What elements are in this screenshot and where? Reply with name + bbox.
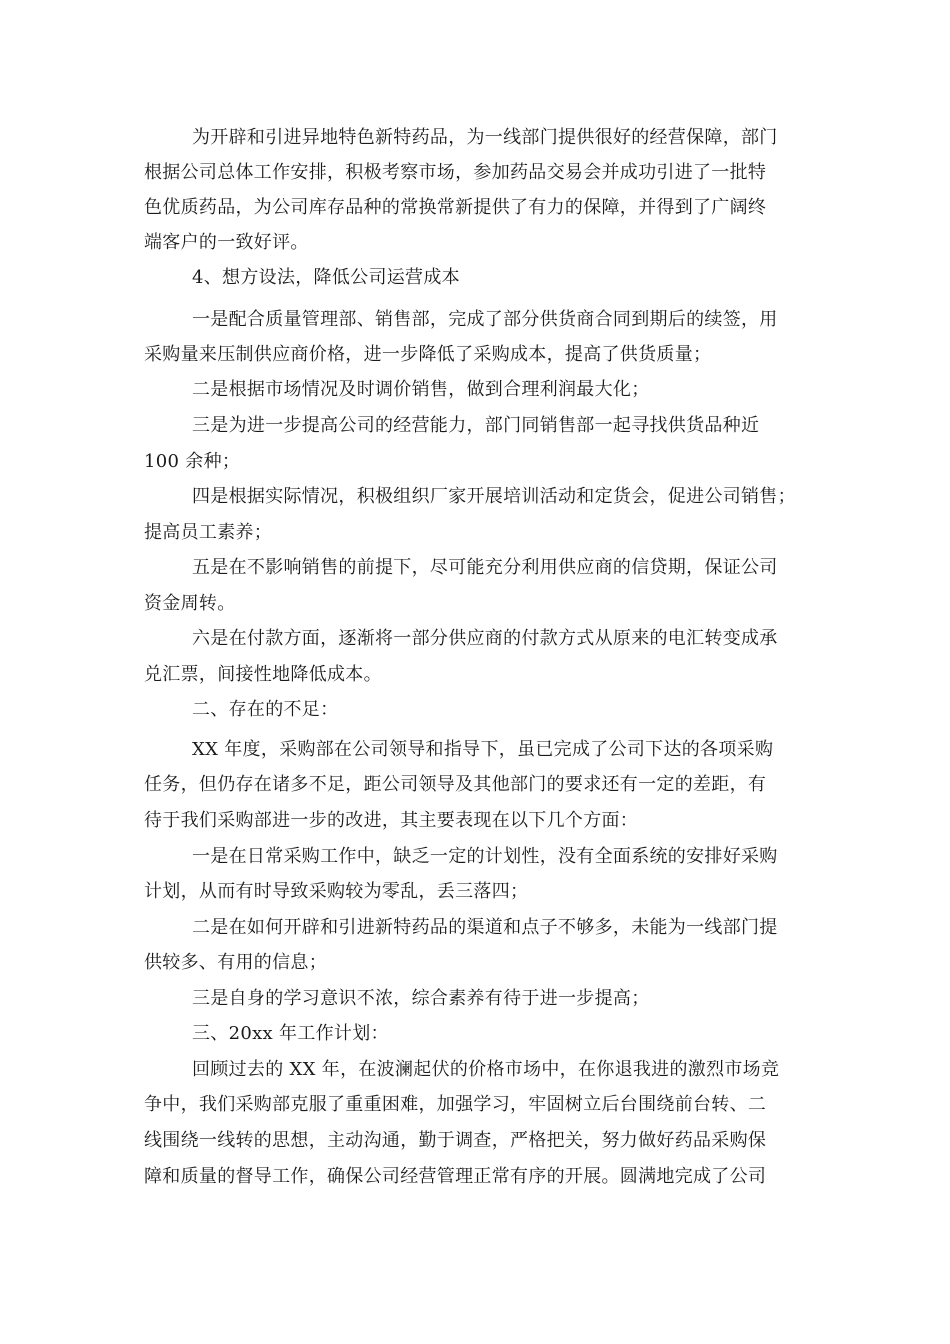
paragraph-line: 根据公司总体工作安排，积极考察市场，参加药品交易会并成功引进了一批特 [144,162,767,183]
paragraph-line: 提高员工素养； [144,522,273,543]
paragraph-line: 六是在付款方面，逐渐将一部分供应商的付款方式从原来的电汇转变成承 [192,628,778,649]
section-heading: 二、存在的不足： [192,699,339,720]
paragraph-line: 争中，我们采购部克服了重重困难，加强学习，牢固树立后台围绕前台转、二 [144,1094,767,1115]
paragraph-line: 兑汇票，间接性地降低成本。 [144,664,382,685]
paragraph-line: 供较多、有用的信息； [144,952,327,973]
paragraph-line: 二是根据市场情况及时调价销售，做到合理利润最大化； [192,379,650,400]
paragraph-line: 线围绕一线转的思想，主动沟通，勤于调查，严格把关，努力做好药品采购保 [144,1130,767,1151]
paragraph-line: 为开辟和引进异地特色新特药品，为一线部门提供很好的经营保障，部门 [192,127,778,148]
paragraph-line: 计划，从而有时导致采购较为零乱，丢三落四； [144,881,529,902]
paragraph-line: 五是在不影响销售的前提下，尽可能充分利用供应商的信贷期，保证公司 [192,557,778,578]
paragraph-line: 资金周转。 [144,593,236,614]
paragraph-line: 一是在日常采购工作中，缺乏一定的计划性，没有全面系统的安排好采购 [192,846,778,867]
paragraph-line: 四是根据实际情况，积极组织厂家开展培训活动和定货会，促进公司销售； [192,486,796,507]
paragraph-line: 任务，但仍存在诸多不足，距公司领导及其他部门的要求还有一定的差距，有 [144,774,767,795]
paragraph-line: 100 余种； [144,451,241,472]
paragraph-line: 三是为进一步提高公司的经营能力，部门同销售部一起寻找供货品种近 [192,415,760,436]
paragraph-line: 二是在如何开辟和引进新特药品的渠道和点子不够多，未能为一线部门提 [192,917,778,938]
paragraph-line: 一是配合质量管理部、销售部，完成了部分供货商合同到期后的续签，用 [192,309,778,330]
paragraph-line: XX 年度，采购部在公司领导和指导下，虽已完成了公司下达的各项采购 [192,739,774,760]
paragraph-line: 端客户的一致好评。 [144,232,309,253]
paragraph-line: 障和质量的督导工作，确保公司经营管理正常有序的开展。圆满地完成了公司 [144,1166,767,1187]
paragraph-line: 三是自身的学习意识不浓，综合素养有待于进一步提高； [192,988,650,1009]
section-heading: 三、20xx 年工作计划： [192,1023,389,1044]
paragraph-line: 色优质药品，为公司库存品种的常换常新提供了有力的保障，并得到了广阔终 [144,197,767,218]
paragraph-line: 采购量来压制供应商价格，进一步降低了采购成本，提高了供货质量； [144,344,712,365]
paragraph-line: 回顾过去的 XX 年，在波澜起伏的价格市场中，在你退我进的激烈市场竞 [192,1059,780,1080]
paragraph-line: 待于我们采购部进一步的改进，其主要表现在以下几个方面： [144,810,639,831]
section-heading: 4、想方设法，降低公司运营成本 [192,267,460,288]
